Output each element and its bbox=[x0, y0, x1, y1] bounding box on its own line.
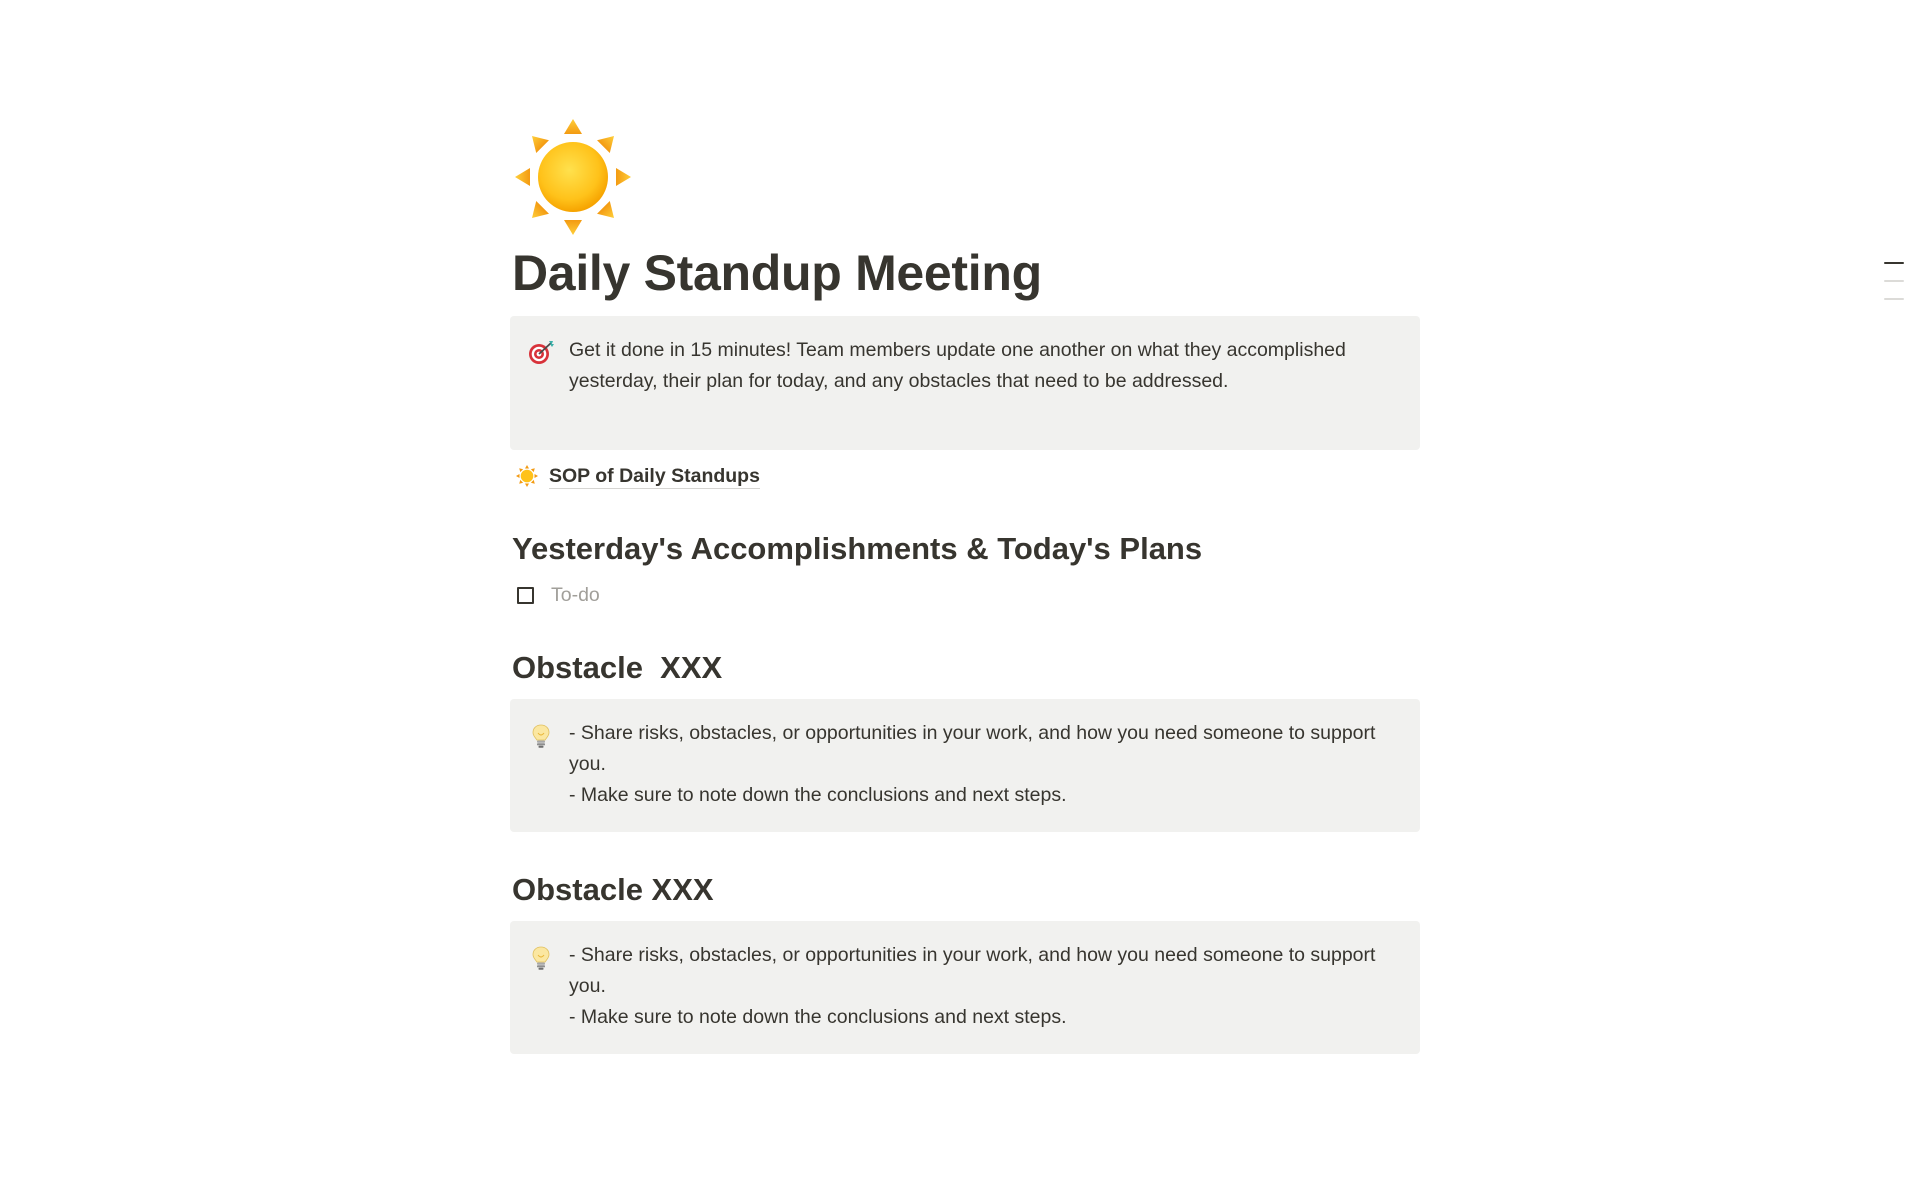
obstacle-1-callout-text[interactable] bbox=[569, 718, 1384, 811]
direct-hit-target-icon[interactable] bbox=[528, 340, 554, 366]
intro-callout-text[interactable]: Get it done in 15 minutes! Team members update one another on what they accomplished yesterday, their plan for today, and any obstacles that need to be addressed. bbox=[569, 339, 1346, 392]
obstacle-1-callout[interactable] bbox=[510, 699, 1420, 832]
obstacle-2-callout-text[interactable] bbox=[569, 940, 1384, 1033]
todo-placeholder[interactable]: To-do bbox=[551, 583, 600, 606]
obstacle-2-line-2[interactable]: - Make sure to note down the conclusions and next steps. bbox=[569, 1006, 1067, 1028]
heading-obstacle-2[interactable]: Obstacle XXX bbox=[512, 872, 714, 907]
page-title[interactable]: Daily Standup Meeting bbox=[512, 245, 1042, 301]
toc-entry-accomplishments[interactable] bbox=[1884, 262, 1904, 264]
light-bulb-icon[interactable] bbox=[528, 945, 554, 971]
table-of-contents[interactable] bbox=[1884, 262, 1904, 316]
heading-accomplishments[interactable]: Yesterday's Accomplishments & Today's Plans bbox=[512, 531, 1203, 566]
toc-entry-obstacle-2[interactable] bbox=[1884, 298, 1904, 300]
sun-icon bbox=[516, 465, 538, 487]
heading-obstacle-1[interactable]: Obstacle XXX bbox=[512, 650, 723, 685]
obstacle-1-line-1[interactable]: - Share risks, obstacles, or opportunities in your work, and how you need someone to support you. bbox=[569, 722, 1376, 775]
obstacle-1-line-2[interactable]: - Make sure to note down the conclusions and next steps. bbox=[569, 784, 1067, 806]
sun-icon[interactable] bbox=[514, 118, 632, 236]
obstacle-2-callout[interactable] bbox=[510, 921, 1420, 1054]
obstacle-2-line-1[interactable]: - Share risks, obstacles, or opportunities in your work, and how you need someone to support you. bbox=[569, 944, 1376, 997]
intro-callout[interactable] bbox=[510, 316, 1420, 450]
todo-item[interactable] bbox=[516, 579, 600, 611]
linked-page-label[interactable]: SOP of Daily Standups bbox=[549, 464, 760, 487]
light-bulb-icon[interactable] bbox=[528, 723, 554, 749]
linked-page-sop[interactable] bbox=[516, 460, 760, 492]
toc-entry-obstacle-1[interactable] bbox=[1884, 280, 1904, 282]
todo-checkbox[interactable] bbox=[517, 587, 534, 604]
